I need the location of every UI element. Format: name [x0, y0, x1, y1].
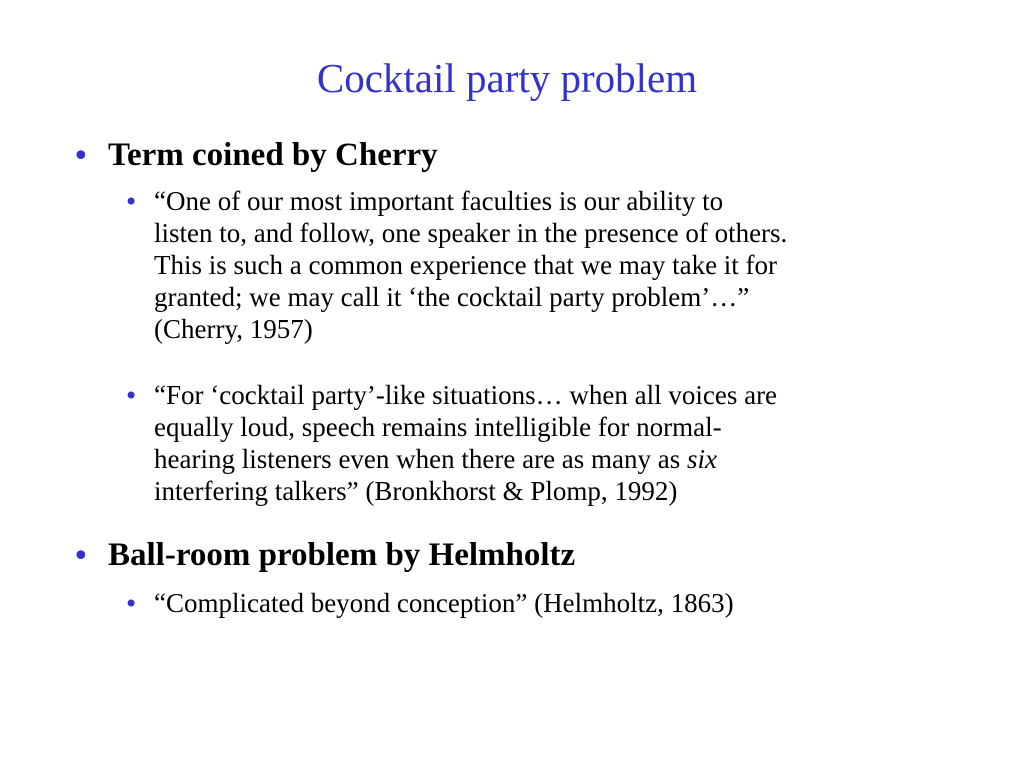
quote-line: interfering talkers” (Bronkhorst & Plomp, 1992): [154, 476, 678, 506]
slide-title: Cocktail party problem: [316, 55, 698, 101]
quote-line: [154, 443, 994, 475]
subbullet-marker: •: [124, 590, 139, 618]
quote-line: “For ‘cocktail party’-like situations… when all voices are: [154, 380, 778, 410]
quote-line: equally loud, speech remains intelligible for normal-: [154, 412, 722, 442]
quote-line: (Cherry, 1957): [154, 314, 313, 344]
quote-text: hearing listeners even when there are as many as: [154, 444, 688, 474]
quote-line: granted; we may call it ‘the cocktail party problem’…”: [154, 282, 750, 312]
quote-line: This is such a common experience that we may take it for: [154, 250, 778, 280]
quote-helmholtz: [154, 587, 994, 619]
quote-line: “One of our most important faculties is our ability to: [154, 186, 724, 216]
emphasis-six: six: [687, 444, 718, 474]
quote-cherry: [154, 185, 994, 345]
bullet-helmholtz: Ball-room problem by Helmholtz: [108, 537, 576, 573]
quote-line: listen to, and follow, one speaker in the presence of others.: [154, 218, 788, 248]
subbullet-marker: •: [124, 382, 139, 410]
quote-bronkhorst: [154, 379, 994, 507]
bullet-marker: •: [72, 139, 90, 174]
bullet-marker: •: [72, 539, 90, 574]
quote-line: “Complicated beyond conception” (Helmholtz, 1863): [154, 588, 734, 618]
subbullet-marker: •: [124, 188, 139, 216]
bullet-cherry: Term coined by Cherry: [108, 137, 438, 173]
